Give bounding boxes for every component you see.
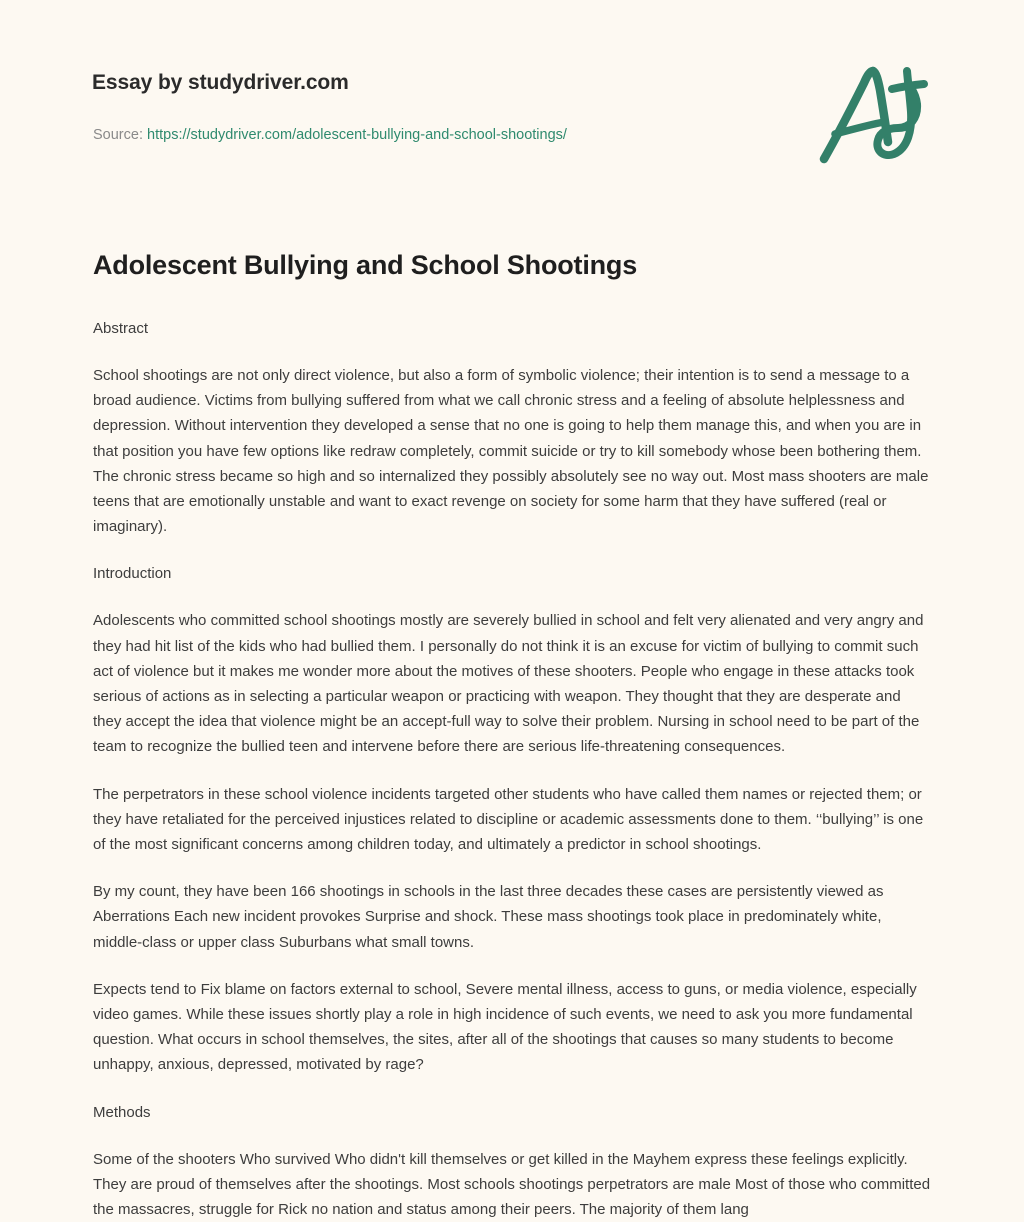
article-body [93,248,933,1222]
paragraph-methods-1: Some of the shooters Who survived Who didn't kill themselves or get killed in the Mayhem express these feelings explicitly. They are proud of themselves after the shootings. Most schools shootings perpetrators are male Most of those who committed the massacres, struggle for Rick no nation and status among their peers. The majority of them lang [93,1150,931,1219]
section-heading-introduction: Introduction [93,565,172,583]
source-url-link[interactable]: https://studydriver.com/adolescent-bullying-and-school-shootings/ [147,127,567,143]
paragraph-abstract: School shootings are not only direct violence, but also a form of symbolic violence; their intention is to send a message to a broad audience. Victims from bullying suffered from what we call chronic stress and a feeling of absolute helplessness and depression. Without intervention they developed a sense that no one is going to help them manage this, and when you are in that position you have few options like redraw completely, commit suicide or try to kill somebody whose been bothering them. The chronic stress became so high and so internalized they possibly absolutely see no way out. Most mass shooters are male teens that are emotionally unstable and want to exact revenge on society for some harm that they have suffered (real or imaginary). [93,367,929,536]
paragraph-introduction-3: By my count, they have been 166 shootings in schools in the last three decades these cases are persistently viewed as Aberrations Each new incident provokes Surprise and shock. These mass shootings took place in predominately white, middle-class or upper class Suburbans what small towns. [93,883,884,951]
source-label: Source: [93,127,143,143]
source-line [93,126,567,145]
page-header [0,0,1024,200]
section-heading-abstract: Abstract [93,320,149,337]
paragraph-introduction-1: Adolescents who committed school shootings mostly are severely bullied in school and felt very alienated and very angry and they had hit list of the kids who had bullied them. I personally do not think it is an excuse for victim of bullying to commit such act of violence but it makes me wonder more about the motives of these shooters. People who engage in these attacks took serious of actions as in selecting a particular weapon or practicing with weapon. They thought that they are desperate and they accept the idea that violence might be an accept-full way to solve their problem. Nursing in school need to be part of the team to recognize the bullied teen and intervene before there are serious life-threatening consequences. [93,612,924,756]
section-heading-methods: Methods [93,1103,151,1121]
page-title: Adolescent Bullying and School Shootings [93,250,638,280]
byline: Essay by studydriver.com [92,71,349,94]
studydriver-a-plus-logo [812,58,937,168]
paragraph-introduction-4: Expects tend to Fix blame on factors external to school, Severe mental illness, access to guns, or media violence, especially video games. While these issues shortly play a role in high incidence of such events, we need to ask you more fundamental question. What occurs in school themselves, the sites, after all of the shootings that causes so many students to become unhappy, anxious, depressed, motivated by rage? [93,980,917,1074]
paragraph-introduction-2: The perpetrators in these school violence incidents targeted other students who have called them names or rejected them; or they have retaliated for the perceived injustices related to discipline or academic assessments done to them. ‘‘bullying’’ is one of the most significant concerns among children today, and ultimately a predictor in school shootings. [93,785,924,854]
